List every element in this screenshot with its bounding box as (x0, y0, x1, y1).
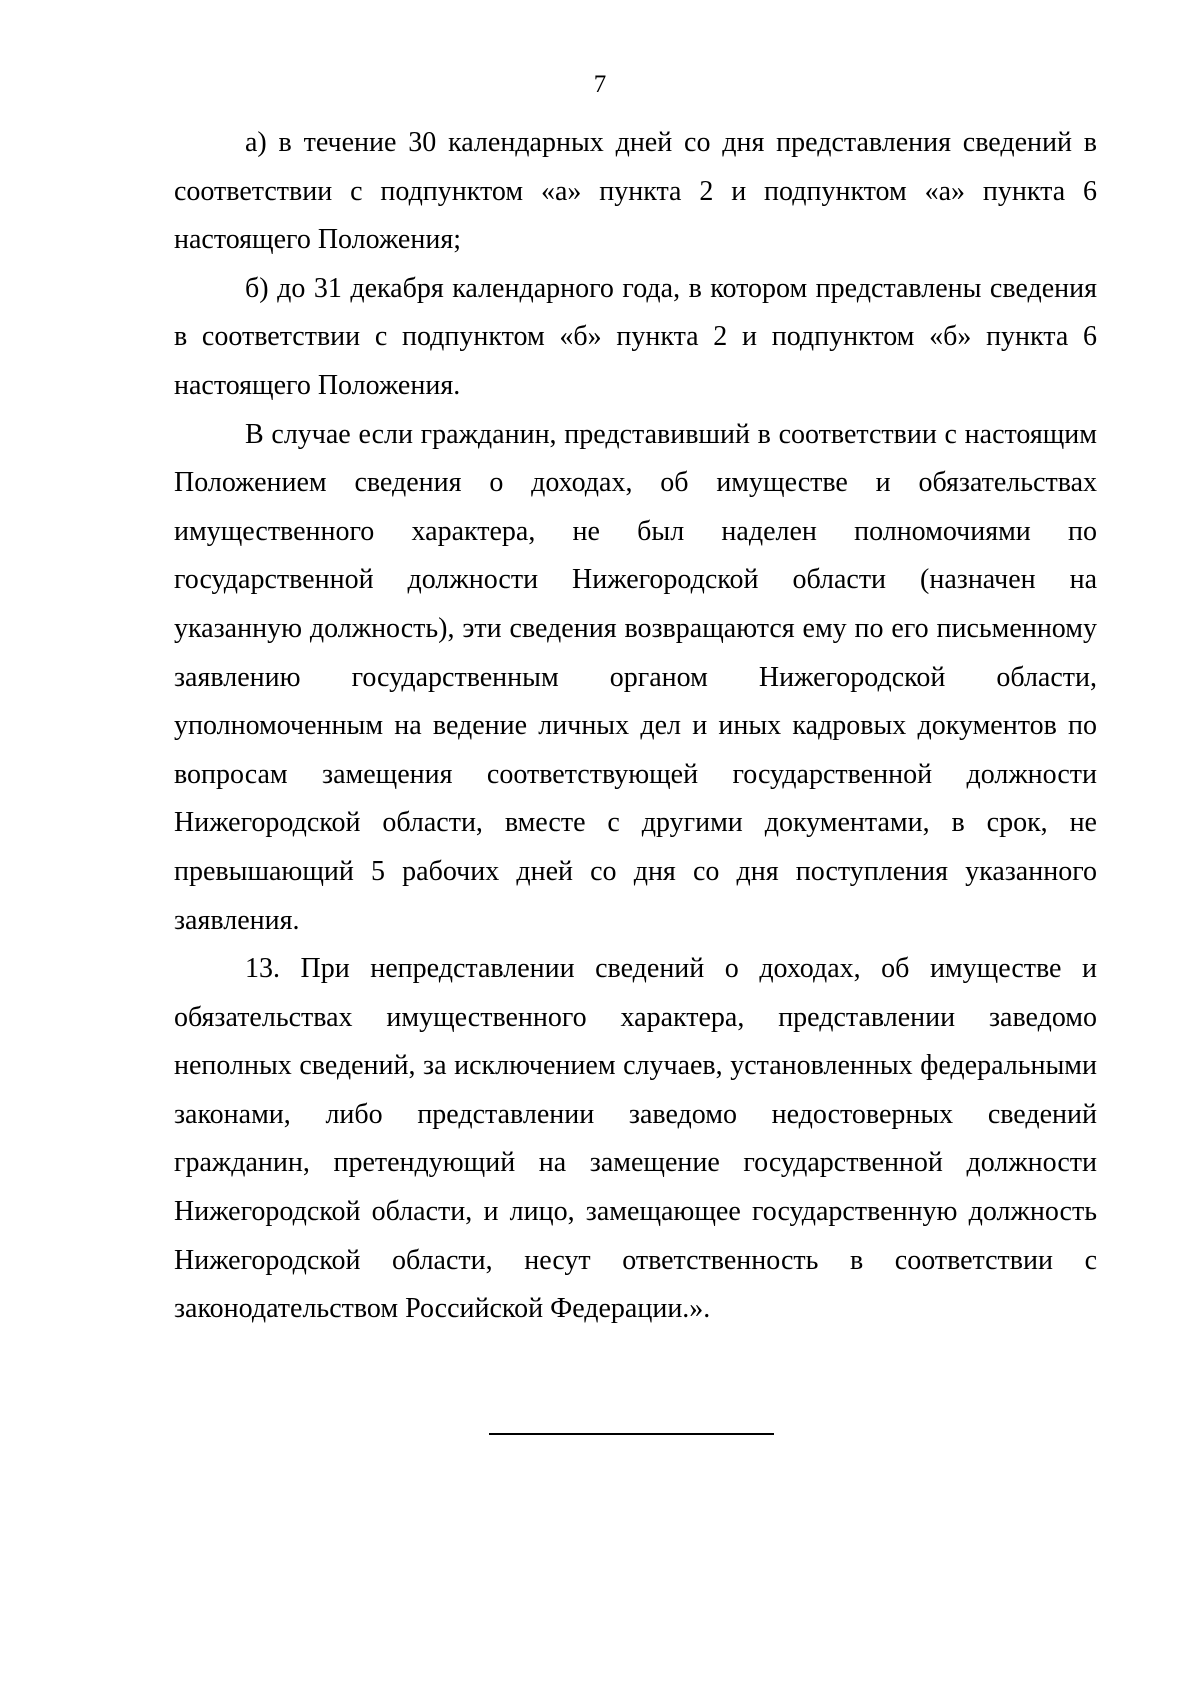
end-of-document-rule (489, 1433, 774, 1435)
page-number: 7 (593, 71, 607, 98)
paragraph-return-of-information: В случае если гражданин, представивший в соответствии с настоящим Положением сведения о доходах, об имуществе и обязательствах имущественного характера, не был наделен полномочиями по государственной должности Нижегородской области (назначен на указанную должность), эти сведения возвращаются ему по его письменному заявлению государственным органом Нижегородской области, уполномоченным на ведение личных дел и иных кадровых документов по вопросам замещения соответствующей государственной должности Нижегородской области, вместе с другими документами, в срок, не превышающий 5 рабочих дней со дня со дня поступления указанного заявления. (174, 418, 1097, 936)
paragraph-item-13: 13. При непредставлении сведений о доходах, об имуществе и обязательствах имущественного характера, представлении заведомо неполных сведений, за исключением случаев, установленных федеральными законами, либо представлении заведомо недостоверных сведений гражданин, претендующий на замещение государственной должности Нижегородской области, и лицо, замещающее государственную должность Нижегородской области, несут ответственность в соответствии с законодательством Российской Федерации.». (174, 953, 1097, 1325)
paragraph-subpoint-a: а) в течение 30 календарных дней со дня представления сведений в соответствии с подпунктом «а» пункта 2 и подпунктом «а» пункта 6 настоящего Положения; (174, 127, 1097, 256)
document-body (174, 119, 1097, 1334)
paragraph-subpoint-b: б) до 31 декабря календарного года, в котором представлены сведения в соответствии с подпунктом «б» пункта 2 и подпунктом «б» пункта 6 настоящего Положения. (174, 272, 1097, 401)
